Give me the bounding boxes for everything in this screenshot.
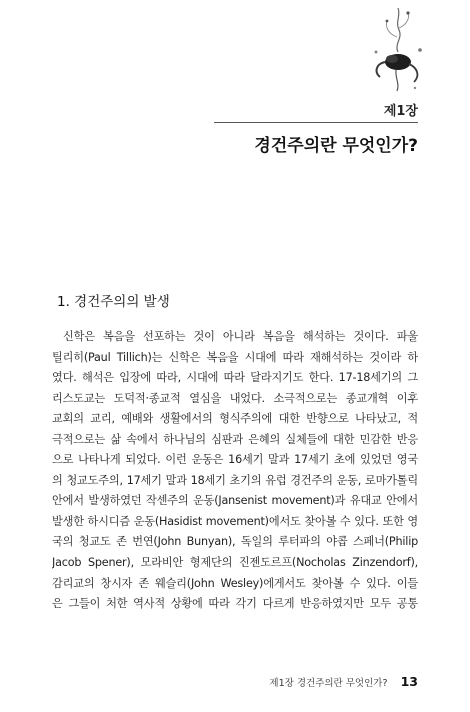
text-line: 은 그들이 처한 역사적 상황에 따라 각기 다르게 반응하였지만 모두 공통 (52, 597, 418, 611)
text-line: 교회의 교리, 예배와 생활에서의 형식주의에 대한 반향으로 나타났고, 적 (52, 412, 418, 426)
text-line: 으로 나타나게 되었다. 이런 운동은 16세기 말과 17세기 초에 있었던 영국 (52, 453, 418, 467)
text-line: 였다. 해석은 입장에 따라, 시대에 따라 달라지기도 한다. 17-18세기의 그 (52, 371, 418, 385)
text-line: 안에서 발생하였던 작센주의 운동(Jansenist movement)과 유대교 안에서 (52, 494, 418, 508)
text-line: Jacob Spener), 모라비안 형제단의 진젠도르프(Nocholas Zinzendorf), (52, 556, 418, 570)
chapter-divider (214, 122, 418, 123)
text-line: 감리교의 창시자 존 웨슬리(John Wesley)에게서도 찾아볼 수 있다. 이들 (52, 576, 418, 590)
section-heading: 1. 경건주의의 발생 (57, 294, 170, 310)
text-line: 의 청교도주의, 17세기 말과 18세기 초기의 유럽 경건주의 운동, 로마가톨릭 (52, 473, 418, 487)
page-number: 13 (400, 674, 418, 689)
text-line: 리스도교는 도덕적·종교적 열심을 내었다. 소극적으로는 종교개혁 이후 (52, 391, 418, 405)
running-head: 제1장 경건주의란 무엇인가? (269, 678, 388, 689)
text-line: 극적으로는 삶 속에서 하나님의 심판과 은혜의 실체들에 대한 민감한 반응 (52, 432, 418, 446)
text-line: 국의 청교도 존 번연(John Bunyan), 독일의 루터파의 야콥 스페너(Philip (52, 535, 418, 549)
body-paragraph (52, 327, 418, 615)
text-line: 신학은 복음을 선포하는 것이 아니라 복음을 해석하는 것이다. 파울 (63, 330, 418, 343)
ink-flower-ornament (368, 4, 428, 94)
chapter-label: 제1장 (383, 104, 418, 119)
page-footer (269, 671, 418, 690)
text-line: 틸리히(Paul Tillich)는 신학은 복음을 시대에 따라 재해석하는 것이라 하 (52, 350, 418, 364)
text-line: 발생한 하시디즘 운동(Hasidist movement)에서도 찾아볼 수 있다. 또한 영 (52, 514, 418, 528)
chapter-title: 경건주의란 무엇인가? (254, 136, 418, 156)
